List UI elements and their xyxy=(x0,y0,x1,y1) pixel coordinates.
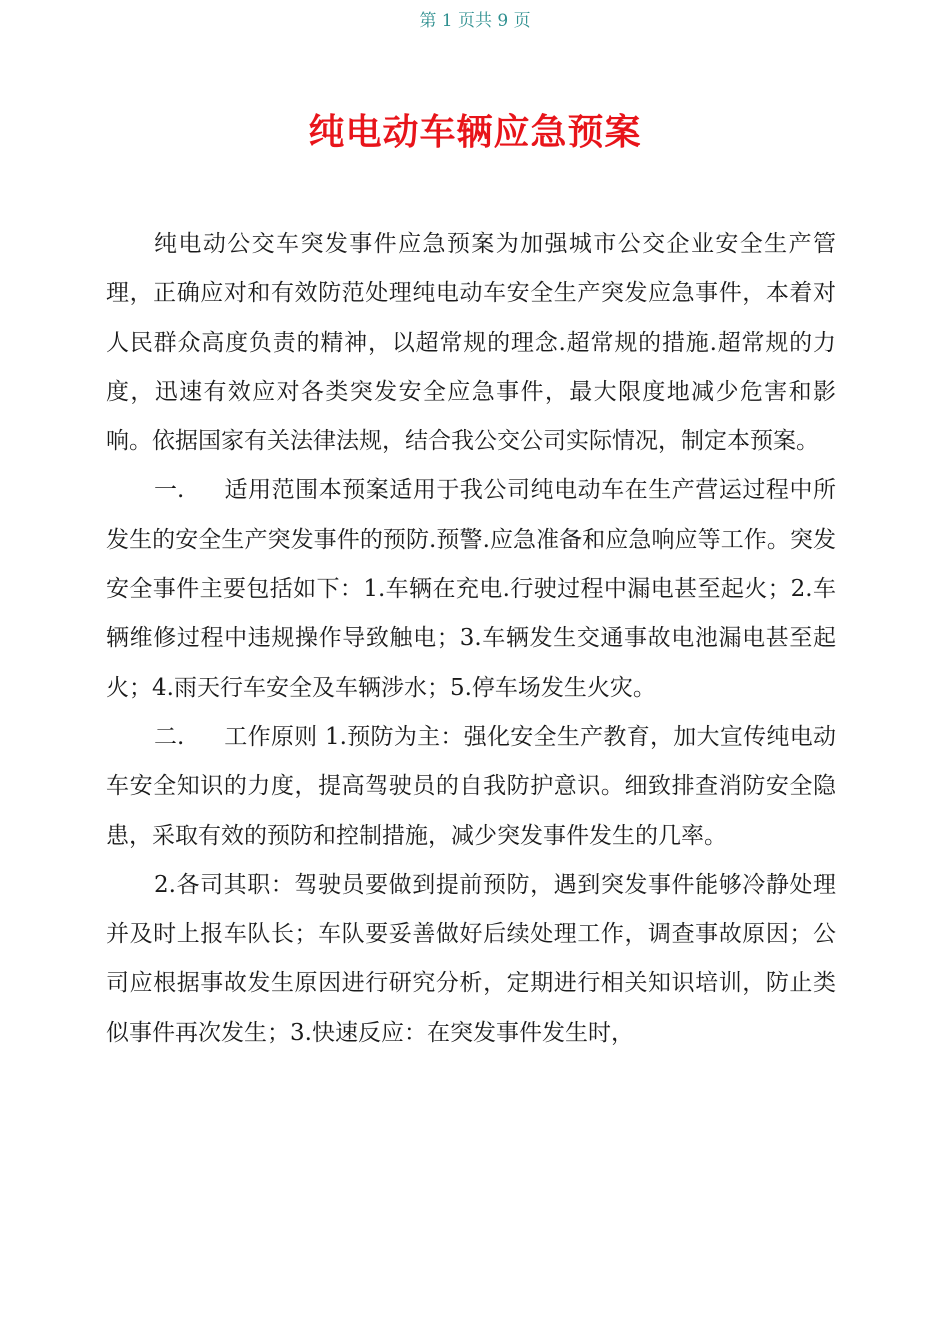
page-indicator: 第 1 页共 9 页 xyxy=(419,11,531,31)
document-body xyxy=(106,220,836,1058)
document-title: 纯电动车辆应急预案 xyxy=(308,112,642,153)
paragraph-text: 适用范围本预案适用于我公司纯电动车在生产营运过程中所发生的安全生产突发事件的预防.预警.应急准备和应急响应等工作。突发安全事件主要包括如下：1.车辆在充电.行驶过程中漏电甚至起火；2.车辆维修过程中违规操作导致触电；3.车辆发生交通事故电池漏电甚至起火；4.雨天行车安全及车辆涉水；5.停车场发生火灾。 xyxy=(106,477,836,701)
paragraph-intro xyxy=(106,220,836,466)
paragraph-principles xyxy=(106,713,836,861)
section-number: 一. xyxy=(154,477,185,504)
paragraph-responsibilities xyxy=(106,861,836,1058)
paragraph-text: 纯电动公交车突发事件应急预案为加强城市公交企业安全生产管理，正确应对和有效防范处理纯电动车安全生产突发应急事件，本着对人民群众高度负责的精神，以超常规的理念.超常规的措施.超常规的力度，迅速有效应对各类突发安全应急事件，最大限度地减少危害和影响。依据国家有关法律法规，结合我公交公司实际情况，制定本预案。 xyxy=(106,231,836,455)
paragraph-text: 工作原则 1.预防为主：强化安全生产教育，加大宣传纯电动车安全知识的力度，提高驾驶员的自我防护意识。细致排查消防安全隐患，采取有效的预防和控制措施，减少突发事件发生的几率。 xyxy=(106,723,836,849)
paragraph-text: 2.各司其职：驾驶员要做到提前预防，遇到突发事件能够冷静处理并及时上报车队长；车队要妥善做好后续处理工作，调查事故原因；公司应根据事故发生原因进行研究分析，定期进行相关知识培训，防止类似事件再次发生；3.快速反应：在突发事件发生时， xyxy=(106,871,836,1046)
section-number: 二. xyxy=(154,723,185,750)
paragraph-scope xyxy=(106,466,836,712)
